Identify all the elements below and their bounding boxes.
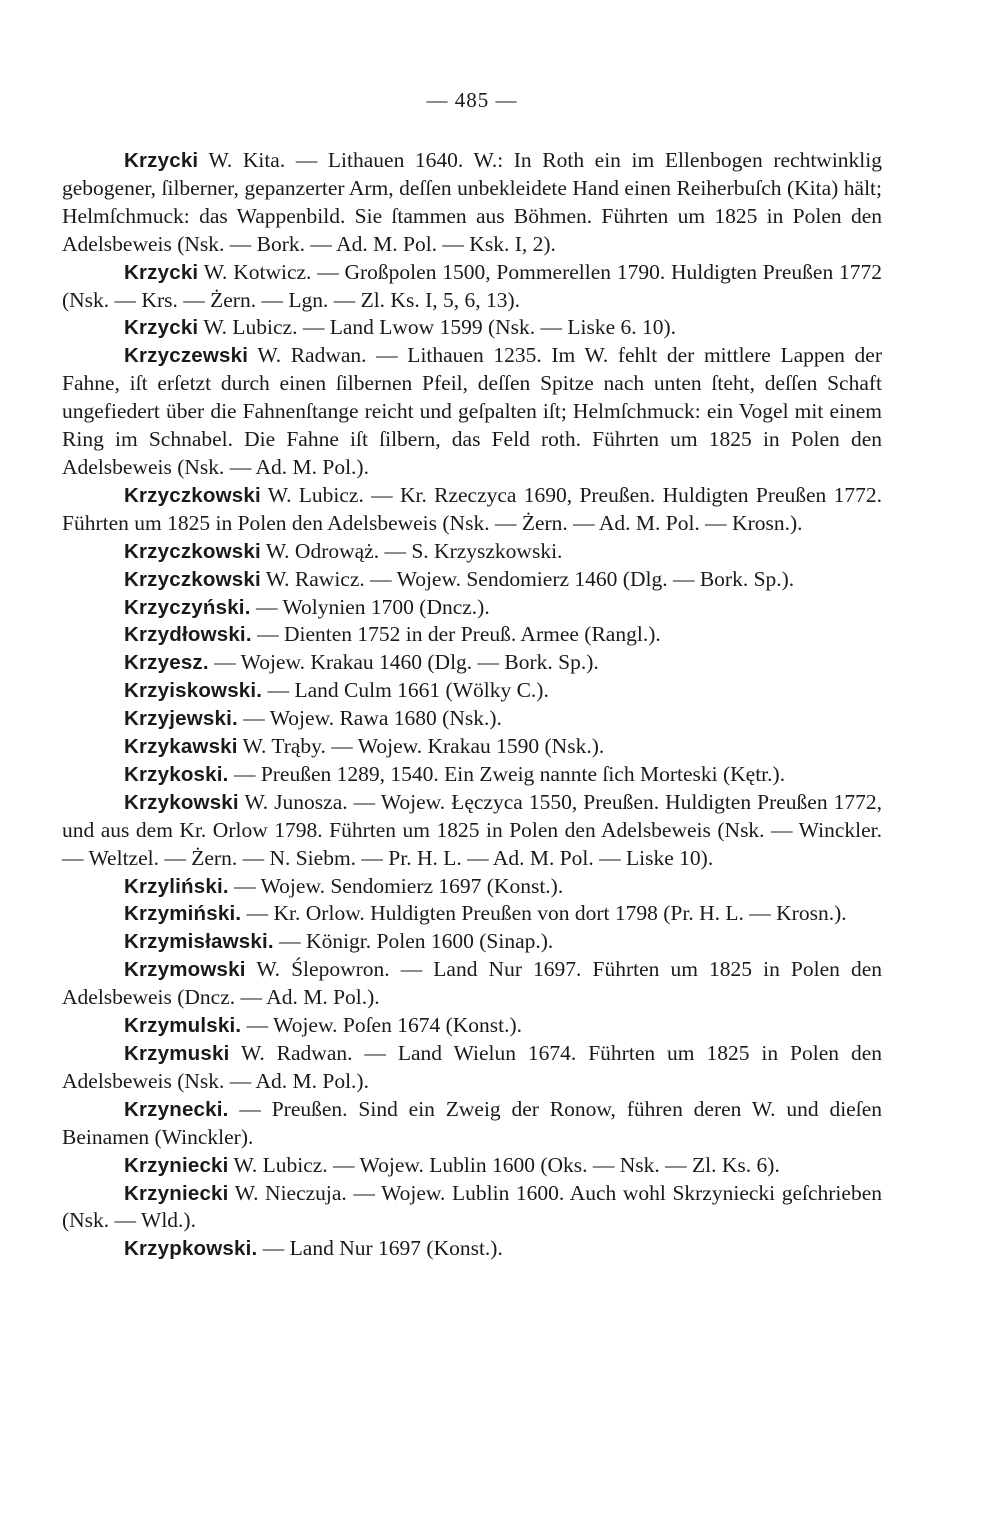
entry-text: W. Nieczuja. — Wojew. Lublin 1600. Auch wohl Skrzyniecki geſchrieben (Nsk. — Wld.). xyxy=(62,1180,882,1233)
entry-name: Krzycki xyxy=(124,316,199,340)
entry-name: Krzyniecki xyxy=(124,1153,229,1177)
entry-name: Krzymiński. xyxy=(124,902,242,926)
entry-name: Krzynecki. xyxy=(124,1097,229,1121)
entry-text: — Königr. Polen 1600 (Sinap.). xyxy=(273,929,554,954)
entry-name: Krzydłowski. xyxy=(124,623,252,647)
entry xyxy=(62,956,882,1012)
entry xyxy=(62,1012,882,1040)
entry-text: — Dienten 1752 in der Preuß. Armee (Rangl.). xyxy=(251,622,661,647)
entry xyxy=(62,1235,882,1263)
entry xyxy=(62,147,882,259)
entry-text: W. Radwan. — Land Wielun 1674. Führten um 1825 in Polen den Adelsbeweis (Nsk. — Ad. M. Pol.). xyxy=(62,1041,882,1093)
entry-text: W. Odrowąż. — S. Krzyszkowski. xyxy=(260,538,563,563)
entry xyxy=(62,789,882,873)
entry-text: W. Ślepowron. — Land Nur 1697. Führten um 1825 in Polen den Adelsbeweis (Dncz. — Ad. M. Pol.). xyxy=(62,957,882,1010)
entry-name: Krzyczkowski xyxy=(124,539,261,563)
entry-text: W. Rawicz. — Wojew. Sendomierz 1460 (Dlg. — Bork. Sp.). xyxy=(260,566,795,591)
entry-name: Krzymulski. xyxy=(124,1014,242,1038)
entry xyxy=(62,677,882,705)
entry-name: Krzyliński. xyxy=(124,874,229,898)
document-page xyxy=(62,88,882,1263)
entry-name: Krzykoski. xyxy=(124,762,229,786)
entry-name: Krzykawski xyxy=(124,735,238,759)
entry-text: — Preußen. Sind ein Zweig der Ronow, führen deren W. und dieſen Beinamen (Winckler). xyxy=(62,1096,882,1149)
entry xyxy=(62,873,882,901)
entry xyxy=(62,566,882,594)
entry xyxy=(62,538,882,566)
entry xyxy=(62,761,882,789)
entry xyxy=(62,259,882,315)
entry xyxy=(62,621,882,649)
entry-text: — Wojew. Rawa 1680 (Nsk.). xyxy=(237,706,502,731)
entry-name: Krzykowski xyxy=(124,790,239,814)
entry-text: W. Radwan. — Lithauen 1235. Im W. fehlt der mittlere Lappen der Fahne, iſt erſetzt durch einen ſilbernen Pfeil, deſſen Spitze nach unten ſteht, deſſen Schaft ungefiedert über die Fahnenſtange reicht und geſpalten iſt; Helmſchmuck: ein Vogel mit einem Ring im Schnabel. Die Fahne iſt ſilbern, das Feld roth. Führten um 1825 in Polen den Adelsbeweis (Nsk. — Ad. M. Pol.). xyxy=(62,343,882,479)
entry-name: Krzymisławski. xyxy=(124,930,274,954)
entry-name: Krzyniecki xyxy=(124,1181,229,1205)
entry-text: W. Trąby. — Wojew. Krakau 1590 (Nsk.). xyxy=(237,734,605,759)
entry xyxy=(62,1180,882,1236)
entry xyxy=(62,314,882,342)
entry xyxy=(62,733,882,761)
entry-text: W. Lubicz. — Wojew. Lublin 1600 (Oks. — Nsk. — Zl. Ks. 6). xyxy=(228,1152,780,1177)
entry-text: — Land Nur 1697 (Konst.). xyxy=(257,1236,503,1261)
entry xyxy=(62,482,882,538)
entry xyxy=(62,928,882,956)
entry xyxy=(62,594,882,622)
entry-text: W. Lubicz. — Land Lwow 1599 (Nsk. — Liske 6. 10). xyxy=(198,315,677,340)
entry xyxy=(62,1040,882,1096)
entry-text: W. Junosza. — Wojew. Łęczyca 1550, Preußen. Huldigten Preußen 1772, und aus dem Kr. Orlow 1798. Führten um 1825 in Polen den Adelsbeweis (Nsk. — Winckler. — Weltzel. — Żern. — N. Siebm. — Pr. H. L. — Ad. M. Pol. — Liske 10). xyxy=(62,789,882,870)
entry-list xyxy=(62,147,882,1263)
entry xyxy=(62,342,882,482)
entry-name: Krzyczkowski xyxy=(124,483,261,507)
entry-name: Krzyiskowski. xyxy=(124,679,263,703)
entry-name: Krzymowski xyxy=(124,958,246,982)
entry-name: Krzycki xyxy=(124,260,199,284)
entry xyxy=(62,705,882,733)
page-number: — 485 — xyxy=(426,88,518,112)
entry-text: — Preußen 1289, 1540. Ein Zweig nannte ſich Morteski (Kętr.). xyxy=(228,761,786,786)
entry-text: W. Kotwicz. — Großpolen 1500, Pommerellen 1790. Huldigten Preußen 1772 (Nsk. — Krs. — Żern. — Lgn. — Zl. Ks. I, 5, 6, 13). xyxy=(62,259,882,312)
entry-name: Krzyczyński. xyxy=(124,595,251,619)
entry xyxy=(62,1096,882,1152)
entry-text: — Wolynien 1700 (Dncz.). xyxy=(250,594,490,619)
entry-name: Krzycki xyxy=(124,149,199,172)
entry-text: — Kr. Orlow. Huldigten Preußen von dort 1798 (Pr. H. L. — Krosn.). xyxy=(241,901,847,926)
entry-text: — Wojew. Krakau 1460 (Dlg. — Bork. Sp.). xyxy=(208,650,599,675)
entry xyxy=(62,649,882,677)
entry-text: — Wojew. Sendomierz 1697 (Konst.). xyxy=(228,873,564,898)
entry-name: Krzyczkowski xyxy=(124,567,261,591)
entry xyxy=(62,900,882,928)
entry-name: Krzyjewski. xyxy=(124,707,238,731)
entry-name: Krzyczewski xyxy=(124,344,249,368)
entry-text: — Land Culm 1661 (Wölky C.). xyxy=(262,678,549,703)
entry-text: W. Kita. — Lithauen 1640. W.: In Roth ein im Ellenbogen rechtwinklig gebogener, ſilberner, gepanzerter Arm, deſſen unbekleidete Hand einen Reiherbuſch (Kita) hält; Helmſchmuck: das Wappenbild. Sie ſtammen aus Böhmen. Führten um 1825 in Polen den Adelsbeweis (Nsk. — Bork. — Ad. M. Pol. — Ksk. I, 2). xyxy=(62,148,882,256)
entry-name: Krzymuski xyxy=(124,1042,230,1065)
entry-text: W. Lubicz. — Kr. Rzeczyca 1690, Preußen. Huldigten Preußen 1772. Führten um 1825 in Polen den Adelsbeweis (Nsk. — Żern. — Ad. M. Pol. — Krosn.). xyxy=(62,482,882,535)
entry-name: Krzyesz. xyxy=(124,651,209,675)
entry xyxy=(62,1152,882,1180)
entry-text: — Wojew. Poſen 1674 (Konst.). xyxy=(241,1013,523,1038)
entry-name: Krzypkowski. xyxy=(124,1237,258,1261)
